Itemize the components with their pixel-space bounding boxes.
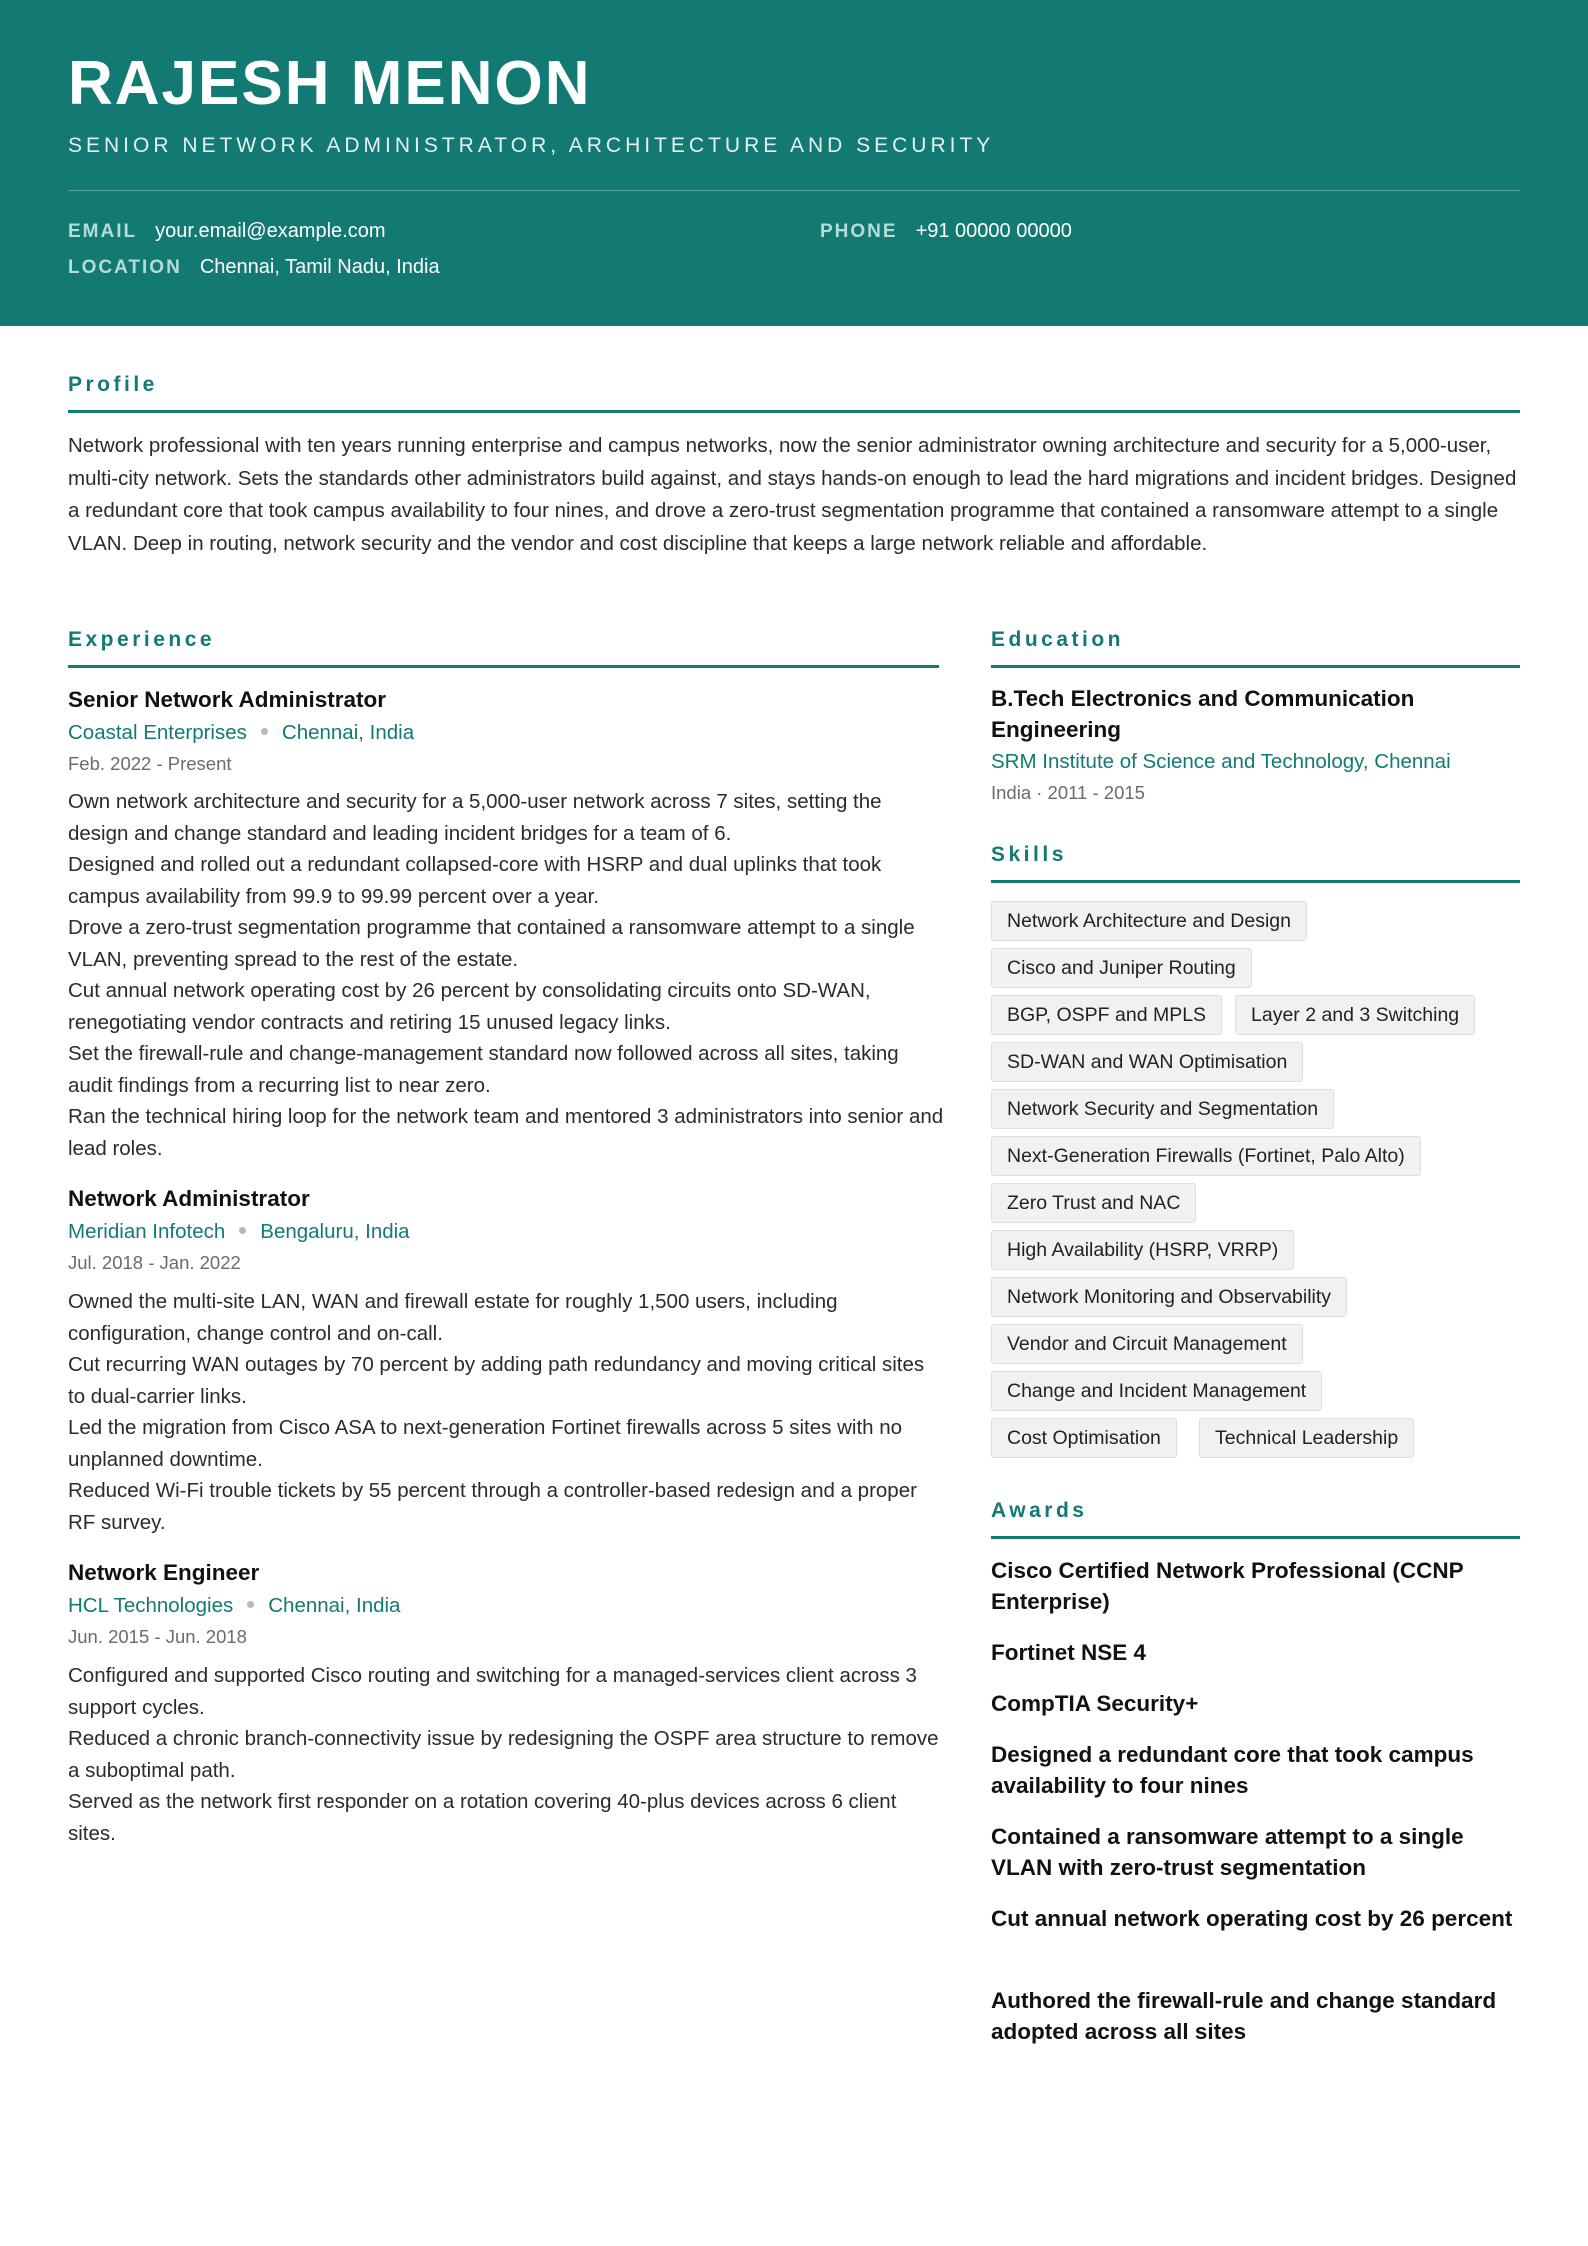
education-heading: Education: [991, 628, 1125, 651]
skill-chip: BGP, OSPF and MPLS: [991, 995, 1222, 1035]
job-description: [68, 786, 946, 1164]
profile-rule: [68, 410, 1520, 413]
separator-dot-icon: [239, 1227, 246, 1234]
job-location: Chennai, India: [281, 721, 415, 744]
contact-email: [68, 218, 386, 245]
job-company: Coastal Enterprises: [68, 721, 247, 744]
job-bullet: Set the firewall-rule and change-management standard now followed across all sites, taking audit findings from a recurring list to near zero.: [68, 1042, 899, 1097]
skill-chip: Layer 2 and 3 Switching: [1235, 995, 1475, 1035]
education-school: SRM Institute of Science and Technology, Chennai: [991, 750, 1451, 773]
skill-chip: Cost Optimisation: [991, 1418, 1177, 1458]
candidate-title: SENIOR NETWORK ADMINISTRATOR, ARCHITECTURE AND SECURITY: [68, 134, 995, 157]
job-title: Senior Network Administrator: [68, 687, 386, 712]
skill-chip: Cisco and Juniper Routing: [991, 948, 1252, 988]
education-degree: B.Tech Electronics and Communication Engineering: [991, 686, 1415, 742]
job-bullet: Own network architecture and security for a 5,000-user network across 7 sites, setting the design and change standard and leading incident bridges for a team of 6.: [68, 790, 882, 845]
award-item: Cisco Certified Network Professional (CCNP Enterprise): [991, 1558, 1464, 1614]
phone-label: PHONE: [820, 221, 898, 242]
skill-chip: Vendor and Circuit Management: [991, 1324, 1303, 1364]
job-bullet: Configured and supported Cisco routing and switching for a managed-services client across 3 support cycles.: [68, 1664, 917, 1719]
phone-value[interactable]: +91 00000 00000: [915, 220, 1072, 242]
education-rule: [991, 665, 1520, 668]
skill-chip: Technical Leadership: [1199, 1418, 1414, 1458]
resume-header: [0, 0, 1588, 326]
job-bullet: Owned the multi-site LAN, WAN and firewall estate for roughly 1,500 users, including configuration, change control and on-call.: [68, 1290, 838, 1345]
job-meta: [68, 1593, 400, 1619]
job-bullet: Designed and rolled out a redundant collapsed-core with HSRP and dual uplinks that took campus availability from 99.9 to 99.99 percent over a year.: [68, 853, 882, 908]
job-location: Chennai, India: [268, 1594, 401, 1617]
job-description: [68, 1286, 946, 1538]
job-bullet: Cut annual network operating cost by 26 percent by consolidating circuits onto SD-WAN, renegotiating vendor contracts and retiring 15 unused legacy links.: [68, 979, 871, 1034]
job-dates: Feb. 2022 - Present: [68, 753, 232, 774]
awards-rule: [991, 1536, 1520, 1539]
job-dates: Jul. 2018 - Jan. 2022: [68, 1252, 241, 1273]
job-location: Bengaluru, India: [260, 1220, 410, 1243]
skill-chip: Change and Incident Management: [991, 1371, 1322, 1411]
job-description: [68, 1660, 946, 1849]
email-label: EMAIL: [68, 221, 138, 242]
skill-chip: High Availability (HSRP, VRRP): [991, 1230, 1294, 1270]
skill-chip: SD-WAN and WAN Optimisation: [991, 1042, 1303, 1082]
job-meta: [68, 1219, 410, 1245]
job-company: Meridian Infotech: [68, 1220, 226, 1243]
profile-summary: Network professional with ten years running enterprise and campus networks, now the senior administrator owning architecture and security for a 5,000-user, multi-city network. Sets the standards other administrators build against, and stays hands-on enough to lead the hard migrations and incident bridges. Designed a redundant core that took campus availability to four nines, and drove a zero-trust segmentation programme that contained a ransomware attempt to a single VLAN. Deep in routing, network security and the vendor and cost discipline that keeps a large network reliable and affordable.: [68, 434, 1517, 555]
contact-location: [68, 254, 440, 281]
job-bullet: Reduced a chronic branch-connectivity issue by redesigning the OSPF area structure to remove a suboptimal path.: [68, 1727, 939, 1782]
job-dates: Jun. 2015 - Jun. 2018: [68, 1626, 247, 1647]
skills-rule: [991, 880, 1520, 883]
skill-chip: Network Security and Segmentation: [991, 1089, 1334, 1129]
awards-heading: Awards: [991, 1499, 1088, 1522]
profile-heading: Profile: [68, 373, 158, 396]
skill-chip: Next-Generation Firewalls (Fortinet, Palo Alto): [991, 1136, 1421, 1176]
job-bullet: Drove a zero-trust segmentation programme that contained a ransomware attempt to a single VLAN, preventing spread to the rest of the estate.: [68, 916, 915, 971]
award-item: CompTIA Security+: [991, 1691, 1199, 1716]
job-bullet: Reduced Wi-Fi trouble tickets by 55 percent through a controller-based redesign and a proper RF survey.: [68, 1479, 917, 1534]
skills-heading: Skills: [991, 843, 1067, 866]
contact-phone: [820, 218, 1072, 245]
job-bullet: Ran the technical hiring loop for the network team and mentored 3 administrators into senior and lead roles.: [68, 1105, 944, 1160]
job-bullet: Led the migration from Cisco ASA to next-generation Fortinet firewalls across 5 sites with no unplanned downtime.: [68, 1416, 903, 1471]
education-meta: India · 2011 - 2015: [991, 782, 1145, 803]
experience-rule: [68, 665, 939, 668]
job-bullet: Served as the network first responder on a rotation covering 40-plus devices across 6 client sites.: [68, 1790, 897, 1845]
email-link[interactable]: your.email@example.com: [155, 220, 386, 242]
award-item: Contained a ransomware attempt to a single VLAN with zero-trust segmentation: [991, 1824, 1464, 1880]
location-label: LOCATION: [68, 257, 182, 278]
candidate-name: RAJESH MENON: [68, 49, 592, 118]
job-title: Network Engineer: [68, 1560, 260, 1585]
location-value: Chennai, Tamil Nadu, India: [199, 256, 440, 278]
award-item: Cut annual network operating cost by 26 percent: [991, 1906, 1513, 1931]
skill-chip: Zero Trust and NAC: [991, 1183, 1196, 1223]
job-meta: [68, 720, 414, 746]
job-company: HCL Technologies: [68, 1594, 234, 1617]
separator-dot-icon: [247, 1601, 254, 1608]
separator-dot-icon: [261, 728, 268, 735]
job-title: Network Administrator: [68, 1186, 310, 1211]
skill-chip: Network Architecture and Design: [991, 901, 1307, 941]
award-item: Authored the firewall-rule and change standard adopted across all sites: [991, 1988, 1497, 2044]
header-divider: [68, 190, 1520, 191]
job-bullet: Cut recurring WAN outages by 70 percent by adding path redundancy and moving critical sites to dual-carrier links.: [68, 1353, 925, 1408]
experience-heading: Experience: [68, 628, 216, 651]
skill-chip: Network Monitoring and Observability: [991, 1277, 1347, 1317]
award-item: Fortinet NSE 4: [991, 1640, 1147, 1665]
award-item: Designed a redundant core that took campus availability to four nines: [991, 1742, 1474, 1798]
